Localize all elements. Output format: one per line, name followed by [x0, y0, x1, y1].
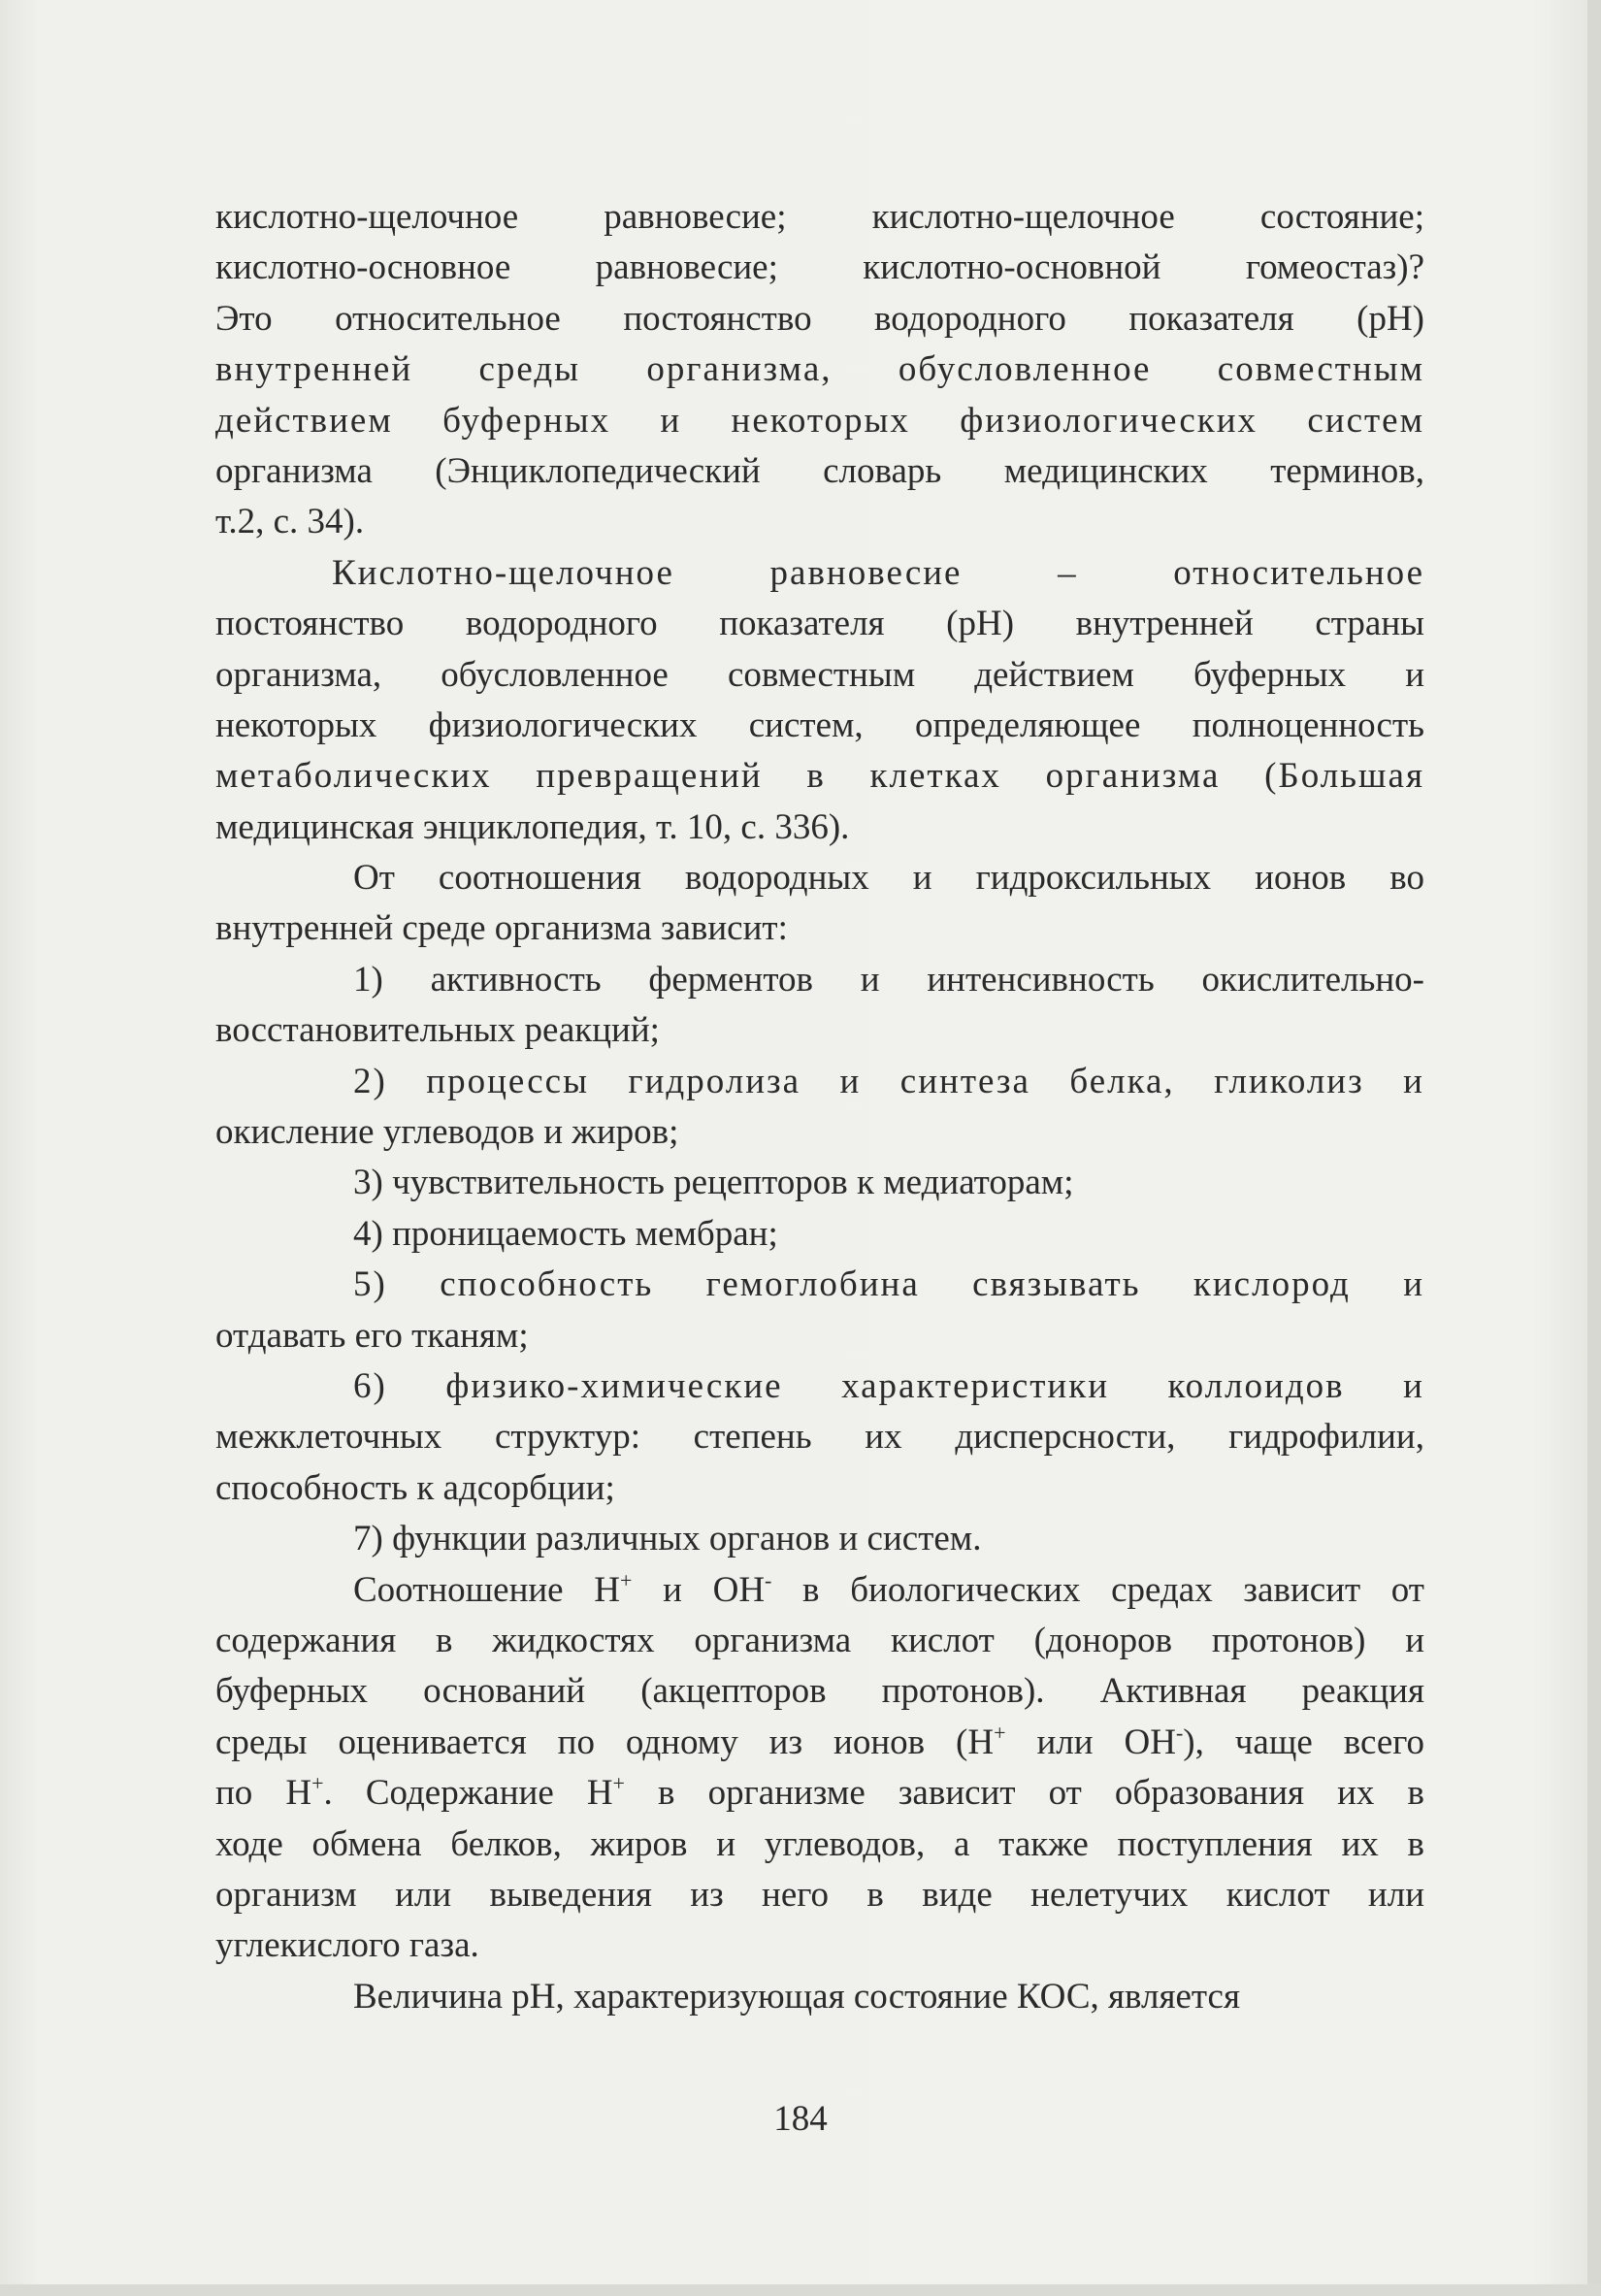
text-line: организма (Энциклопедический словарь медицинских терминов,: [215, 450, 1424, 491]
text-line: некоторых физиологических систем, определяющее полноценность: [215, 705, 1424, 745]
body-text: [215, 192, 1424, 2022]
text-line: внутренней среде организма зависит:: [215, 908, 788, 949]
page-number: 184: [773, 2099, 828, 2139]
text-line: межклеточных структур: степень их дисперсности, гидрофилии,: [215, 1417, 1424, 1458]
list-item: 7) функции различных органов и систем.: [353, 1519, 982, 1559]
list-item: 5) способность гемоглобина связывать кислород и: [353, 1264, 1424, 1305]
text-line: Это относительное постоянство водородного показателя (рН): [215, 298, 1424, 339]
text-line: восстановительных реакций;: [215, 1010, 660, 1051]
text-line: кислотно-основное равновесие; кислотно-основной гомеостаз)?: [215, 247, 1424, 288]
ion-paragraph-line-1: [215, 1565, 1424, 1616]
text-fragment: и ОН: [632, 1569, 766, 1610]
text-line: действием буферных и некоторых физиологических систем: [215, 400, 1424, 441]
ion-paragraph-line-2: содержания в жидкостях организма кислот (доноров протонов) и: [215, 1620, 1424, 1660]
ion-paragraph-line-4: [215, 1718, 1424, 1768]
superscript: +: [311, 1771, 324, 1796]
text-fragment: Соотношение Н: [353, 1569, 621, 1610]
text-line: медицинская энциклопедия, т. 10, с. 336).: [215, 806, 850, 847]
text-fragment: по Н: [215, 1773, 312, 1814]
page-edge-right: [1587, 0, 1601, 2296]
text-line: кислотно-щелочное равновесие; кислотно-щелочное состояние;: [215, 197, 1424, 237]
text-line: метаболических превращений в клетках организма (Большая: [215, 756, 1424, 797]
ion-paragraph-line-3: буферных оснований (акцепторов протонов). Активная реакция: [215, 1671, 1424, 1712]
list-item: 2) процессы гидролиза и синтеза белка, гликолиз и: [353, 1061, 1424, 1101]
text-fragment: . Содержание Н: [323, 1773, 613, 1814]
text-line: постоянство водородного показателя (рН) внутренней страны: [215, 604, 1424, 644]
list-item: 3) чувствительность рецепторов к медиаторам;: [353, 1163, 1074, 1203]
text-fragment: среды оценивается по одному из ионов (Н: [215, 1722, 995, 1762]
superscript: +: [620, 1567, 633, 1592]
text-line: организма, обусловленное совместным действием буферных и: [215, 654, 1424, 695]
ion-paragraph-line-7: организм или выведения из него в виде нелетучих кислот или: [215, 1874, 1424, 1915]
ion-paragraph-line-8: углекислого газа.: [215, 1925, 479, 1966]
text-fragment: или ОН: [1005, 1722, 1176, 1762]
text-line: окисление углеводов и жиров;: [215, 1112, 679, 1153]
page-edge-bottom: [0, 2284, 1601, 2296]
text-fragment: в организме зависит от образования их в: [624, 1773, 1424, 1814]
superscript: -: [765, 1567, 772, 1592]
text-line: Кислотно-щелочное равновесие – относительное: [332, 552, 1424, 593]
text-line: внутренней среды организма, обусловленное совместным: [215, 349, 1424, 390]
ion-paragraph-line-5: [215, 1768, 1424, 1819]
list-item: 1) активность ферментов и интенсивность окислительно-: [353, 959, 1424, 1000]
text-fragment: ), чаще всего: [1183, 1722, 1424, 1762]
list-item: 6) физико-химические характеристики коллоидов и: [353, 1365, 1424, 1406]
superscript: +: [612, 1771, 625, 1796]
superscript: +: [994, 1720, 1006, 1745]
text-line: т.2, с. 34).: [215, 502, 365, 542]
text-fragment: в биологических средах зависит от: [771, 1569, 1424, 1610]
text-line: способность к адсорбции;: [215, 1467, 615, 1508]
superscript: -: [1175, 1720, 1184, 1745]
text-line: отдавать его тканям;: [215, 1315, 529, 1356]
final-line: Величина рН, характеризующая состояние КОС, является: [353, 1976, 1240, 2017]
text-line: От соотношения водородных и гидроксильных ионов во: [353, 858, 1424, 899]
ion-paragraph-line-6: ходе обмена белков, жиров и углеводов, а также поступления их в: [215, 1823, 1424, 1864]
list-item: 4) проницаемость мембран;: [353, 1213, 778, 1254]
